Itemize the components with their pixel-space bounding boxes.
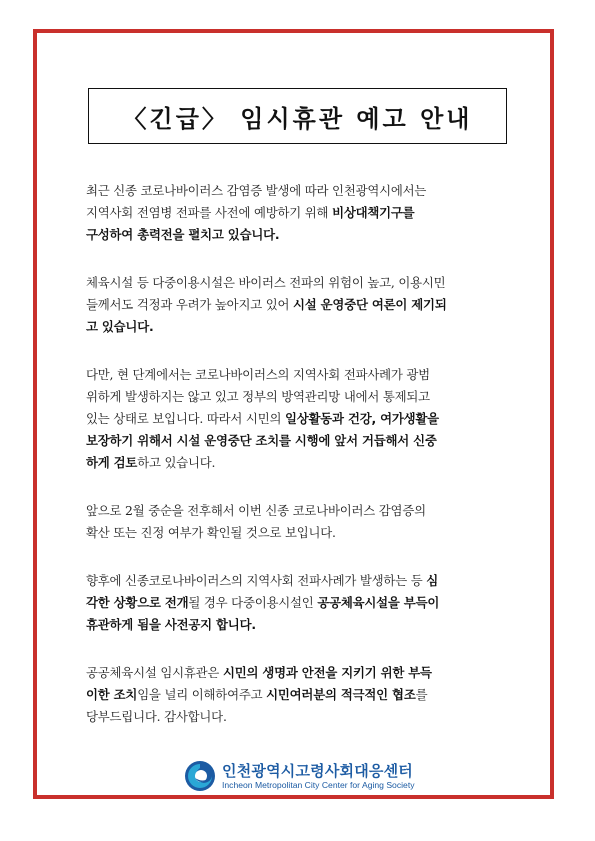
body-text: 될 경우 다중이용시설인 bbox=[188, 595, 318, 610]
paragraph-line bbox=[86, 430, 518, 452]
paragraph-line bbox=[86, 662, 518, 684]
paragraph-line bbox=[86, 684, 518, 706]
paragraph-line bbox=[86, 224, 518, 246]
body-text: 위하게 발생하지는 않고 있고 정부의 방역관리망 내에서 통제되고 bbox=[86, 389, 430, 404]
paragraph-line bbox=[86, 592, 518, 614]
body-text: 공공체육시설 임시휴관은 bbox=[86, 665, 223, 680]
paragraph-line bbox=[86, 316, 518, 338]
emphasis-text: 보장하기 위해서 시설 운영중단 조치를 시행에 앞서 거듭해서 신중 bbox=[86, 433, 437, 448]
paragraph-line bbox=[86, 272, 518, 294]
notice-body bbox=[86, 180, 518, 754]
body-text: 하고 있습니다. bbox=[137, 455, 216, 470]
body-text: 임을 널리 이해하여주고 bbox=[137, 687, 267, 702]
paragraph bbox=[86, 500, 518, 544]
paragraph-line bbox=[86, 180, 518, 202]
paragraph-line bbox=[86, 500, 518, 522]
emphasis-text: 시민의 생명과 안전을 지키기 위한 부득 bbox=[222, 665, 432, 680]
emphasis-text: 하게 검토 bbox=[86, 455, 138, 470]
body-text: 확산 또는 진정 여부가 확인될 것으로 보입니다. bbox=[86, 525, 336, 540]
paragraph-line bbox=[86, 386, 518, 408]
paragraph-line bbox=[86, 452, 518, 474]
paragraph bbox=[86, 180, 518, 246]
body-text: 를 bbox=[415, 687, 428, 702]
paragraph-line bbox=[86, 706, 518, 728]
paragraph-line bbox=[86, 202, 518, 224]
emphasis-text: 휴관하게 됨을 사전공지 합니다. bbox=[86, 617, 256, 632]
emphasis-text: 심 bbox=[426, 573, 438, 588]
center-logo-icon bbox=[184, 760, 216, 792]
emphasis-text: 일상활동과 건강, 여가생활을 bbox=[284, 411, 439, 426]
body-text: 들께서도 걱정과 우려가 높아지고 있어 bbox=[86, 297, 294, 312]
paragraph bbox=[86, 570, 518, 636]
emphasis-text: 비상대책기구를 bbox=[332, 205, 415, 220]
emphasis-text: 시설 운영중단 여론이 제기되 bbox=[293, 297, 447, 312]
paragraph-line bbox=[86, 614, 518, 636]
emphasis-text: 시민여러분의 적극적인 협조 bbox=[266, 687, 416, 702]
emphasis-text: 구성하여 총력전을 펼치고 있습니다. bbox=[86, 227, 280, 242]
body-text: 당부드립니다. 감사합니다. bbox=[86, 709, 227, 724]
emphasis-text: 각한 상황으로 전개 bbox=[86, 595, 189, 610]
paragraph bbox=[86, 272, 518, 338]
paragraph-line bbox=[86, 522, 518, 544]
paragraph-line bbox=[86, 294, 518, 316]
title-box bbox=[88, 88, 507, 144]
paragraph bbox=[86, 364, 518, 474]
emphasis-text: 고 있습니다. bbox=[86, 319, 154, 334]
body-text: 향후에 신종코로나바이러스의 지역사회 전파사례가 발생하는 등 bbox=[86, 573, 427, 588]
body-text: 최근 신종 코로나바이러스 감염증 발생에 따라 인천광역시에서는 bbox=[86, 183, 427, 198]
body-text: 체육시설 등 다중이용시설은 바이러스 전파의 위험이 높고, 이용시민 bbox=[86, 275, 446, 290]
body-text: 지역사회 전염병 전파를 사전에 예방하기 위해 bbox=[86, 205, 333, 220]
body-text: 있는 상태로 보입니다. 따라서 시민의 bbox=[86, 411, 285, 426]
emphasis-text: 이한 조치 bbox=[86, 687, 138, 702]
center-name-english: Incheon Metropolitan City Center for Aging Society bbox=[222, 779, 415, 790]
paragraph-line bbox=[86, 408, 518, 430]
center-name-korean: 인천광역시고령사회대응센터 bbox=[222, 761, 413, 780]
body-text: 다만, 현 단계에서는 코로나바이러스의 지역사회 전파사례가 광범 bbox=[86, 367, 430, 382]
body-text: 앞으로 2월 중순을 전후해서 이번 신종 코로나바이러스 감염증의 bbox=[86, 503, 426, 518]
document-title: 〈긴급〉 임시휴관 예고 안내 bbox=[122, 104, 473, 133]
emphasis-text: 공공체육시설을 부득이 bbox=[317, 595, 440, 610]
paragraph-line bbox=[86, 570, 518, 592]
center-logo bbox=[184, 758, 415, 794]
paragraph-line bbox=[86, 364, 518, 386]
paragraph bbox=[86, 662, 518, 728]
